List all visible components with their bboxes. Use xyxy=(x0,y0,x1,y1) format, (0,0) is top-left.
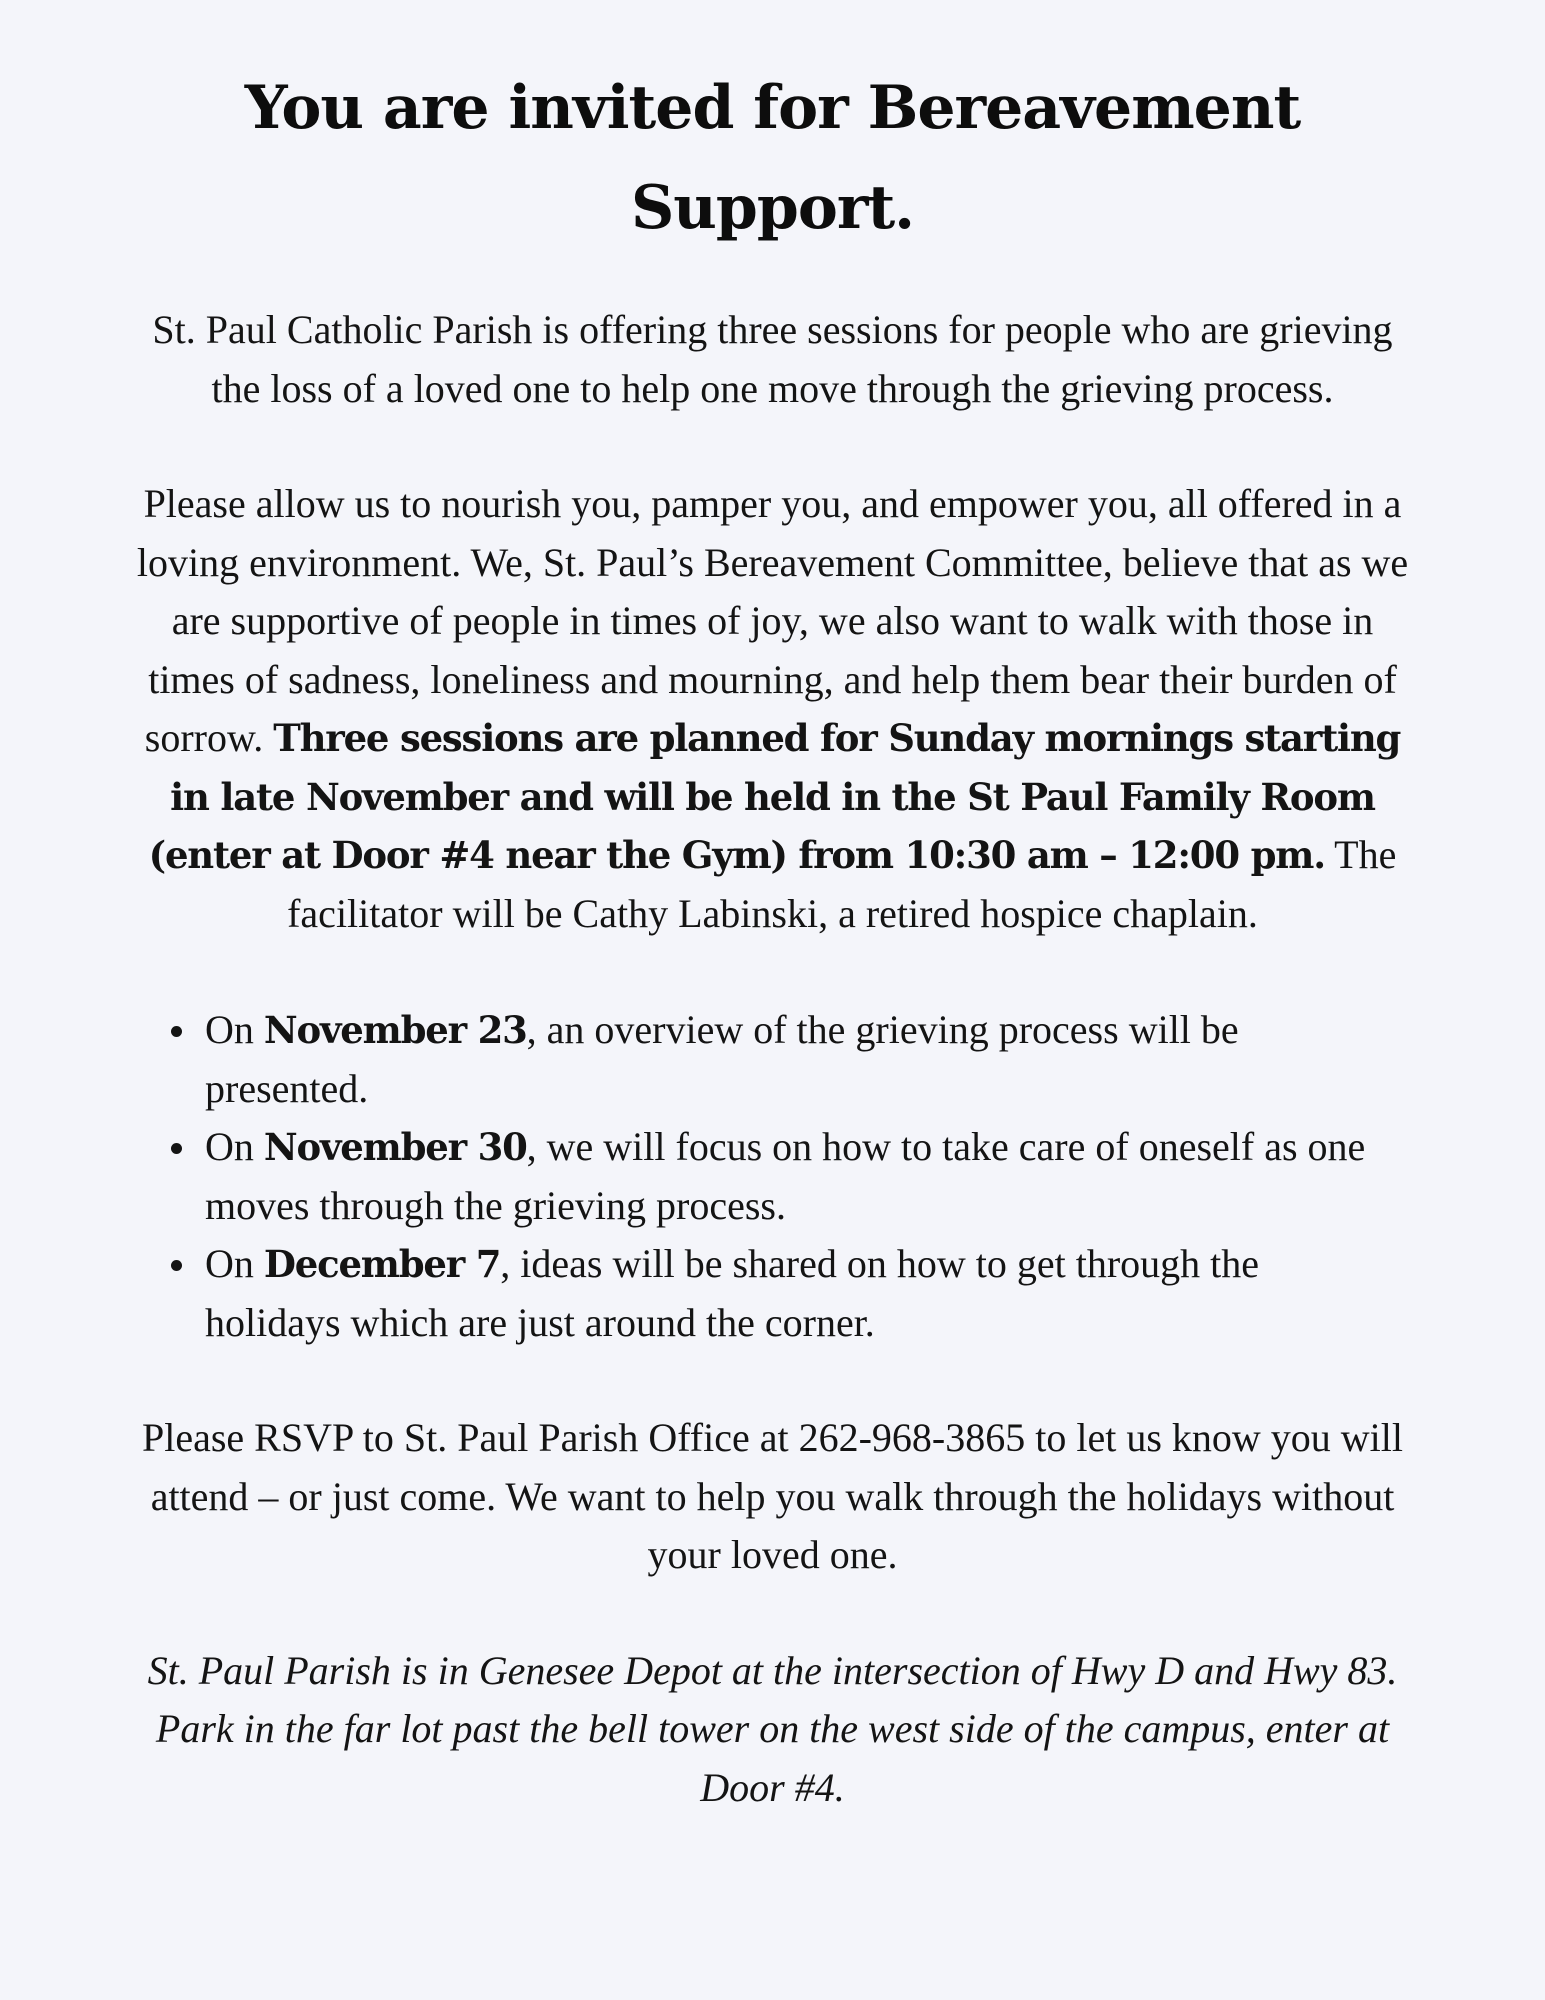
session-date: November 30 xyxy=(263,1125,527,1169)
list-item xyxy=(205,1001,1415,1118)
bullet-icon xyxy=(171,1143,182,1154)
bullet-icon xyxy=(171,1260,182,1271)
session-date: November 23 xyxy=(263,1008,527,1052)
session-text: , we will focus on how to take care of oneself as one moves through the grieving process. xyxy=(205,1124,1366,1228)
session-date: December 7 xyxy=(263,1242,501,1286)
session-prefix: On xyxy=(205,1241,254,1286)
list-item xyxy=(205,1118,1415,1235)
list-item xyxy=(205,1235,1415,1352)
rsvp-paragraph: Please RSVP to St. Paul Parish Office at 262-968-3865 to let us know you will attend – or just come. We want to help you walk through the holidays without your loved one. xyxy=(141,1415,1404,1577)
page-title: You are invited for Bereavement Support. xyxy=(244,73,1301,243)
session-prefix: On xyxy=(205,1007,254,1052)
invitation-paragraph xyxy=(130,475,1415,943)
session-prefix: On xyxy=(205,1124,254,1169)
schedule-bold-text: Three sessions are planned for Sunday mornings starting in late November and will be held in the St Paul Family Room (enter at Door #4 near the Gym) from 10:30 am – 12:00 pm. xyxy=(148,716,1401,877)
session-text: , ideas will be shared on how to get through the holidays which are just around the corner. xyxy=(205,1241,1260,1345)
invitation-text: Please allow us to nourish you, pamper you, and empower you, all offered in a loving environment. We, St. Paul’s Bereavement Committee, believe that as we are supportive of people in times of joy, we also want to walk with those in times of sadness, loneliness and mourning, and help them bear their burden of sorrow. xyxy=(136,481,1409,760)
session-text: , an overview of the grieving process will be presented. xyxy=(205,1007,1239,1111)
session-list xyxy=(130,1001,1415,1352)
directions-paragraph: St. Paul Parish is in Genesee Depot at the intersection of Hwy D and Hwy 83. Park in the far lot past the bell tower on the west side of the campus, enter at Door #4. xyxy=(147,1647,1398,1810)
intro-paragraph: St. Paul Catholic Parish is offering three sessions for people who are grieving the loss of a loved one to help one move through the grieving process. xyxy=(152,307,1393,411)
bullet-icon xyxy=(171,1026,182,1037)
facilitator-text: The facilitator will be Cathy Labinski, a retired hospice chaplain. xyxy=(287,832,1397,936)
